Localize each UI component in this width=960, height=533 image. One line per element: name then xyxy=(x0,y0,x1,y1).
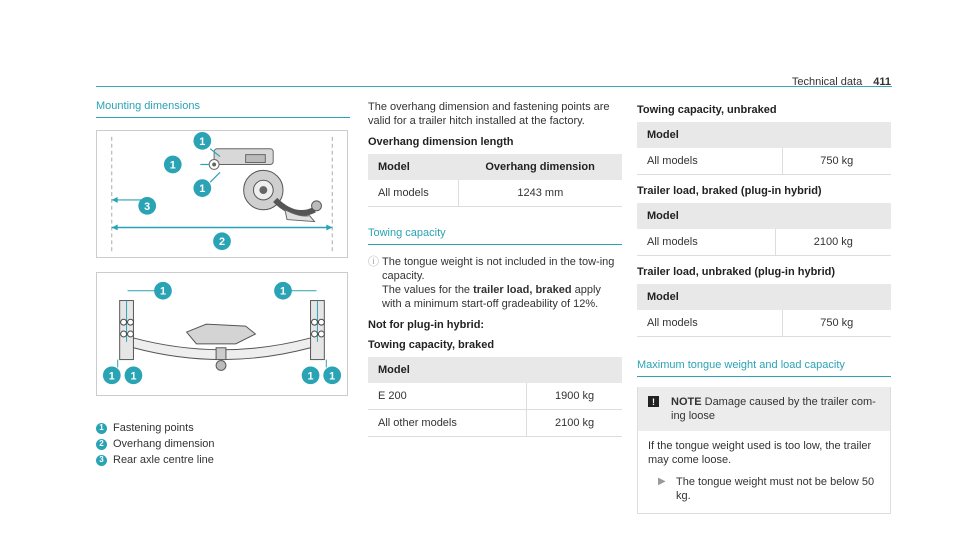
column-header: Model xyxy=(637,122,891,148)
note-text: If the tongue weight used is too low, the trailer may come loose. xyxy=(648,440,872,466)
tongue-weight-title: Maximum tongue weight and load capacity xyxy=(637,359,891,377)
side-view-drawing xyxy=(97,131,347,257)
side-view-diagram xyxy=(96,130,348,258)
table-cell: All other models xyxy=(368,410,527,437)
callout-1-rear-bottom-1 xyxy=(103,366,121,384)
table-row xyxy=(637,310,891,337)
table-cell: 750 kg xyxy=(782,148,891,175)
column-header: Model xyxy=(637,284,891,310)
callout-1-bottom xyxy=(193,179,211,197)
legend-label: Fastening points xyxy=(113,422,194,434)
callout-1-rear-bottom-4 xyxy=(323,366,341,384)
callout-1-middle xyxy=(164,156,182,174)
legend-item xyxy=(96,452,350,468)
svg-text:3: 3 xyxy=(144,200,151,213)
table-cell: All models xyxy=(368,180,458,207)
hybrid-unbraked-table xyxy=(637,284,891,337)
callout-1-rear-bottom-3 xyxy=(302,366,320,384)
column-header: Model xyxy=(637,203,891,229)
not-hybrid-label: Not for plug-in hybrid: xyxy=(368,319,485,331)
svg-text:1: 1 xyxy=(307,370,314,383)
middle-column xyxy=(368,100,622,437)
legend-label: Overhang dimension xyxy=(113,438,215,450)
instruction-step xyxy=(648,475,880,503)
callout-1-rear-top-left xyxy=(154,282,172,300)
table-row xyxy=(368,410,622,437)
table-cell: 1900 kg xyxy=(527,383,622,410)
svg-text:1: 1 xyxy=(108,370,115,383)
towing-capacity-title: Towing capacity xyxy=(368,227,622,245)
table-row xyxy=(637,229,891,256)
svg-text:1: 1 xyxy=(169,159,176,172)
table-cell: 1243 mm xyxy=(458,180,622,207)
svg-text:1: 1 xyxy=(279,285,287,298)
overhang-intro: The overhang dimension and fastening points are valid for a trailer hitch installed at the factory. xyxy=(368,101,610,127)
arrow-right-icon: ▶ xyxy=(658,476,666,487)
table-cell: 2100 kg xyxy=(775,229,891,256)
callout-3 xyxy=(138,197,156,215)
table-cell: All models xyxy=(637,229,775,256)
callout-1-top xyxy=(193,132,211,150)
left-column xyxy=(96,100,350,468)
svg-text:1: 1 xyxy=(159,285,166,298)
legend-item xyxy=(96,436,350,452)
legend-label: Rear axle centre line xyxy=(113,454,214,466)
page-header xyxy=(792,76,891,88)
table-cell: 2100 kg xyxy=(527,410,622,437)
braked-table xyxy=(368,357,622,437)
diagram-legend xyxy=(96,420,350,468)
rear-view-diagram xyxy=(96,272,348,396)
column-header: Overhang dimension xyxy=(458,154,622,180)
info-icon: ⓘ xyxy=(368,256,379,268)
page-number: 411 xyxy=(873,76,891,88)
unbraked-title: Towing capacity, unbraked xyxy=(637,104,777,116)
towing-note xyxy=(368,255,622,311)
hybrid-braked-table xyxy=(637,203,891,256)
table-cell: All models xyxy=(637,310,782,337)
legend-item xyxy=(96,420,350,436)
warning-icon: ! xyxy=(648,396,659,407)
note-line-2: The values for the trailer load, braked apply with a minimum start-off gradeability of 12%. xyxy=(382,284,601,310)
column-header: Model xyxy=(368,357,622,383)
instruction-text: The tongue weight must not be below 50 kg. xyxy=(676,476,875,502)
note-body xyxy=(638,431,890,513)
overhang-length-title: Overhang dimension length xyxy=(368,136,514,148)
table-row xyxy=(637,148,891,175)
note-header xyxy=(638,387,890,431)
unbraked-table xyxy=(637,122,891,175)
svg-text:2: 2 xyxy=(218,236,226,249)
svg-text:1: 1 xyxy=(130,370,137,383)
hybrid-unbraked-title: Trailer load, unbraked (plug-in hybrid) xyxy=(637,266,836,278)
svg-text:1: 1 xyxy=(199,135,206,148)
header-rule xyxy=(96,86,892,87)
legend-number: 3 xyxy=(96,455,107,466)
table-cell: E 200 xyxy=(368,383,527,410)
note-heading: Damage caused by the trailer com-ing loose xyxy=(671,396,876,422)
right-column xyxy=(637,100,891,514)
column-header: Model xyxy=(368,154,458,180)
callout-2 xyxy=(213,232,231,250)
rear-view-drawing xyxy=(97,273,347,395)
table-row xyxy=(368,383,622,410)
svg-text:1: 1 xyxy=(199,183,206,196)
legend-number: 2 xyxy=(96,439,107,450)
callout-1-rear-bottom-2 xyxy=(125,366,143,384)
overhang-table xyxy=(368,154,622,207)
hybrid-braked-title: Trailer load, braked (plug-in hybrid) xyxy=(637,185,822,197)
table-cell: 750 kg xyxy=(782,310,891,337)
legend-number: 1 xyxy=(96,423,107,434)
svg-text:1: 1 xyxy=(329,370,336,383)
note-label: NOTE xyxy=(671,396,702,408)
mounting-dimensions-title: Mounting dimensions xyxy=(96,100,350,118)
table-row xyxy=(368,180,622,207)
section-name: Technical data xyxy=(791,76,863,88)
table-cell: All models xyxy=(637,148,782,175)
callout-1-rear-top-right xyxy=(274,282,292,300)
note-box xyxy=(637,387,891,514)
braked-title: Towing capacity, braked xyxy=(368,339,495,351)
note-line-1: The tongue weight is not included in the tow-ing capacity. xyxy=(382,256,615,282)
